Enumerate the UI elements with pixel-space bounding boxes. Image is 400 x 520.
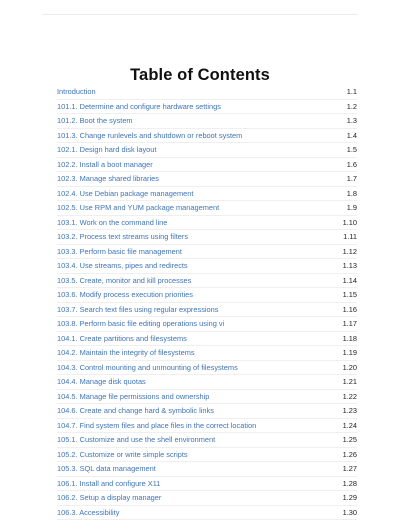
toc-entry-link[interactable]: 105.2. Customize or write simple scripts [57,450,188,460]
toc-page-number: 1.13 [343,261,357,271]
toc-entry-link[interactable]: 103.1. Work on the command line [57,218,167,228]
toc-page-number: 1.8 [347,189,357,199]
toc-row [57,332,357,347]
toc-row [57,114,357,129]
toc-row [57,433,357,448]
toc-row [57,462,357,477]
toc-page-number: 1.12 [343,247,357,257]
toc-entry-link[interactable]: 103.8. Perform basic file editing operations using vi [57,319,224,329]
toc-page-number: 1.30 [343,508,357,518]
toc-entry-link[interactable]: 104.3. Control mounting and unmounting of filesystems [57,363,238,373]
toc-row [57,216,357,231]
toc-page-number: 1.4 [347,131,357,141]
toc-row [57,100,357,115]
toc-entry-link[interactable]: 104.6. Create and change hard & symbolic links [57,406,214,416]
toc-page-number: 1.15 [343,290,357,300]
toc-page-number: 1.7 [347,174,357,184]
table-of-contents [57,85,357,520]
toc-entry-link[interactable]: 104.7. Find system files and place files in the correct location [57,421,256,431]
toc-row [57,172,357,187]
toc-page-number: 1.17 [343,319,357,329]
toc-page-number: 1.20 [343,363,357,373]
toc-row [57,361,357,376]
toc-entry-link[interactable]: 101.1. Determine and configure hardware settings [57,102,221,112]
toc-entry-link[interactable]: 102.1. Design hard disk layout [57,145,156,155]
toc-entry-link[interactable]: 103.7. Search text files using regular expressions [57,305,218,315]
toc-entry-link[interactable]: 102.5. Use RPM and YUM package management [57,203,219,213]
toc-row [57,158,357,173]
toc-row [57,201,357,216]
toc-row [57,259,357,274]
header-divider [42,14,358,15]
toc-entry-link[interactable]: 104.2. Maintain the integrity of filesystems [57,348,195,358]
toc-page-number: 1.2 [347,102,357,112]
toc-page-number: 1.11 [343,232,357,242]
toc-page-number: 1.24 [343,421,357,431]
toc-row [57,187,357,202]
toc-entry-link[interactable]: 105.3. SQL data management [57,464,156,474]
toc-row [57,346,357,361]
toc-entry-link[interactable]: 104.4. Manage disk quotas [57,377,146,387]
toc-page-number: 1.29 [343,493,357,503]
toc-page-number: 1.5 [347,145,357,155]
toc-row [57,375,357,390]
toc-entry-link[interactable]: 104.5. Manage file permissions and ownership [57,392,209,402]
toc-row [57,274,357,289]
toc-entry-link[interactable]: 106.1. Install and configure X11 [57,479,160,489]
toc-row [57,390,357,405]
toc-page-number: 1.19 [343,348,357,358]
toc-row [57,419,357,434]
toc-entry-link[interactable]: 104.1. Create partitions and filesystems [57,334,187,344]
toc-entry-link[interactable]: 102.3. Manage shared libraries [57,174,159,184]
toc-entry-link[interactable]: 103.6. Modify process execution priorities [57,290,193,300]
toc-entry-link[interactable]: 103.4. Use streams, pipes and redirects [57,261,188,271]
toc-page-number: 1.18 [343,334,357,344]
toc-page-number: 1.22 [343,392,357,402]
toc-row [57,85,357,100]
toc-row [57,288,357,303]
toc-row [57,129,357,144]
toc-row [57,143,357,158]
toc-entry-link[interactable]: 101.3. Change runlevels and shutdown or reboot system [57,131,242,141]
toc-page-number: 1.25 [343,435,357,445]
toc-row [57,404,357,419]
toc-row [57,477,357,492]
toc-page-number: 1.3 [347,116,357,126]
toc-page-number: 1.28 [343,479,357,489]
toc-row [57,230,357,245]
toc-page-number: 1.26 [343,450,357,460]
toc-entry-link[interactable]: 106.3. Accessibility [57,508,119,518]
page-title: Table of Contents [0,65,400,85]
toc-entry-link[interactable]: 102.4. Use Debian package management [57,189,193,199]
toc-entry-link[interactable]: 106.2. Setup a display manager [57,493,161,503]
toc-entry-link[interactable]: 103.2. Process text streams using filters [57,232,188,242]
toc-page-number: 1.16 [343,305,357,315]
toc-page-number: 1.10 [343,218,357,228]
toc-entry-link[interactable]: Introduction [57,87,96,97]
toc-entry-link[interactable]: 101.2. Boot the system [57,116,133,126]
toc-entry-link[interactable]: 105.1. Customize and use the shell environment [57,435,215,445]
toc-page-number: 1.9 [347,203,357,213]
toc-page-number: 1.23 [343,406,357,416]
toc-row [57,448,357,463]
toc-page-number: 1.27 [343,464,357,474]
toc-page-number: 1.6 [347,160,357,170]
toc-row [57,303,357,318]
toc-page-number: 1.21 [343,377,357,387]
toc-row [57,245,357,260]
toc-page-number: 1.1 [347,87,357,97]
toc-row [57,317,357,332]
toc-entry-link[interactable]: 103.3. Perform basic file management [57,247,182,257]
toc-entry-link[interactable]: 103.5. Create, monitor and kill processes [57,276,191,286]
toc-page-number: 1.14 [343,276,357,286]
toc-entry-link[interactable]: 102.2. Install a boot manager [57,160,153,170]
toc-row [57,491,357,506]
